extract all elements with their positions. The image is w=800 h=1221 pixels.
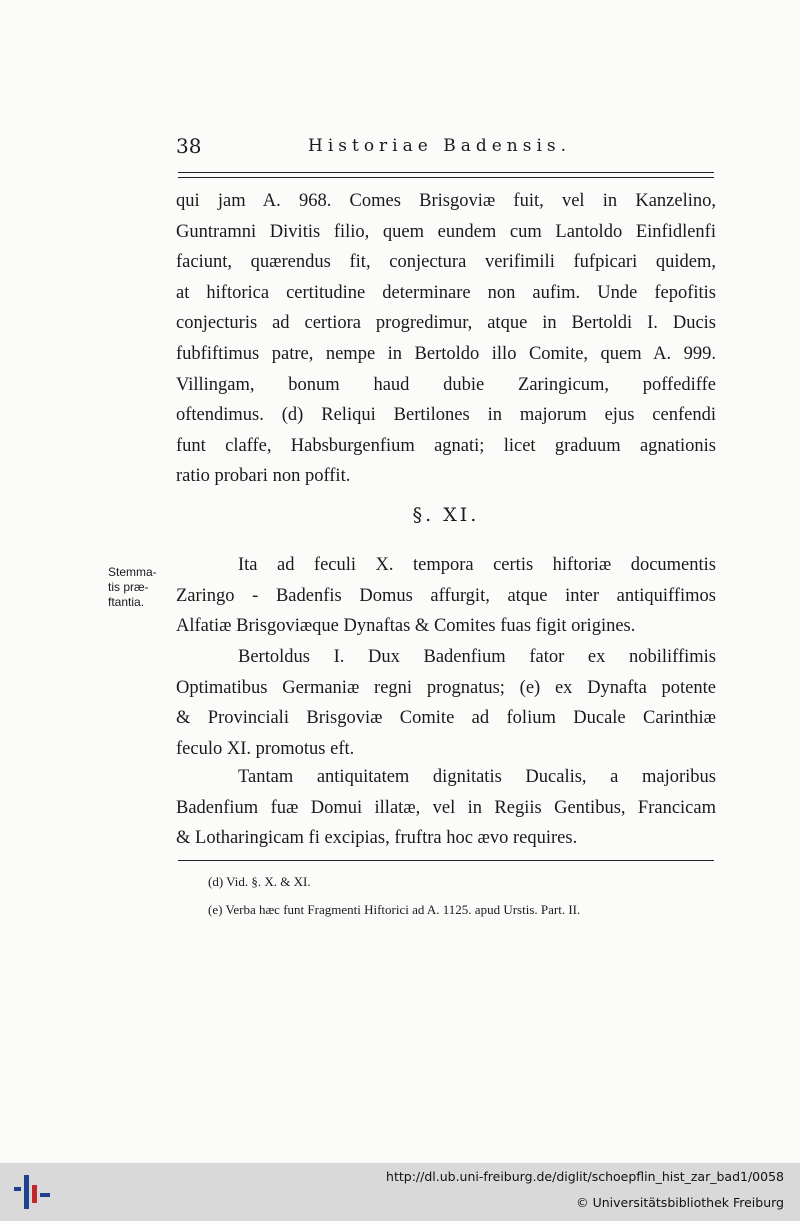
paragraph-tantam [176,762,716,854]
margin-note-line: Stemma- [108,565,157,579]
section-heading: §. XI. [412,504,480,526]
text-line: ratio probari non poffit. [176,466,351,487]
paragraph-continuation [176,186,716,492]
text-line: Bertoldus I. Dux Badenfium fator ex nobiliffimis [238,647,716,667]
running-title: Historiae Badensis. [308,136,572,156]
header-double-rule [178,172,714,178]
running-head [176,134,716,164]
footnote-rule [178,860,714,861]
text-line: faciunt, quærendus fit, conjectura verifimili fufpicari quidem, [176,252,716,273]
footnote-d: (d) Vid. §. X. & XI. [208,874,311,889]
margin-note [108,565,174,610]
text-line: at hiftorica certitudine determinare non aufim. Unde fepofitis [176,282,716,303]
permalink-url[interactable]: http://dl.ub.uni-freiburg.de/diglit/schoepflin_hist_zar_bad1/0058 [386,1169,784,1184]
text-line: Ita ad feculi X. tempora certis hiftoriæ documentis [238,555,716,575]
text-line: conjecturis ad certiora progredimur, atque in Bertoldi I. Ducis [176,313,716,334]
text-line: Villingam, bonum haud dubie Zaringicum, poffediffe [176,374,716,395]
paragraph-section-xi [176,550,716,642]
text-line: qui jam A. 968. Comes Brisgoviæ fuit, vel in Kanzelino, [176,191,716,211]
text-line: Guntramni Divitis filio, quem eundem cum Lantoldo Einfidlenfi [176,221,716,242]
text-line: fubfiftimus patre, nempe in Bertoldo illo Comite, quem A. 999. [176,343,716,364]
copyright-notice: © Universitätsbibliothek Freiburg [576,1195,784,1210]
text-line: Zaringo - Badenfis Domus affurgit, atque inter antiquiffimos [176,585,716,606]
text-line: & Provinciali Brisgoviæ Comite ad folium Ducale Carinthiæ [176,708,716,729]
viewer-footer-bar [0,1163,800,1221]
footnotes [208,868,708,924]
margin-note-line: ftantia. [108,595,145,609]
text-line: Optimatibus Germaniæ regni prognatus; (e) ex Dynafta potente [176,677,716,698]
text-line: Alfatiæ Brisgoviæque Dynaftas & Comites fuas figit origines. [176,616,636,637]
paragraph-bertoldus [176,642,716,764]
text-line: feculo XI. promotus eft. [176,738,355,759]
ub-freiburg-logo-icon [14,1175,50,1209]
text-line: & Lotharingicam fi excipias, fruftra hoc ævo requires. [176,828,578,849]
page-number: 38 [176,134,202,158]
footnote-e: (e) Verba hæc funt Fragmenti Hiftorici ad A. 1125. apud Urstis. Part. II. [208,902,581,917]
text-line: Badenfium fuæ Domui illatæ, vel in Regiis Gentibus, Francicam [176,797,716,818]
text-line: oftendimus. (d) Reliqui Bertilones in majorum ejus cenfendi [176,405,716,426]
text-line: Tantam antiquitatem dignitatis Ducalis, a majoribus [238,767,716,787]
margin-note-line: tis præ- [108,580,149,594]
text-line: funt claffe, Habsburgenfium agnati; licet graduum agnationis [176,435,716,456]
